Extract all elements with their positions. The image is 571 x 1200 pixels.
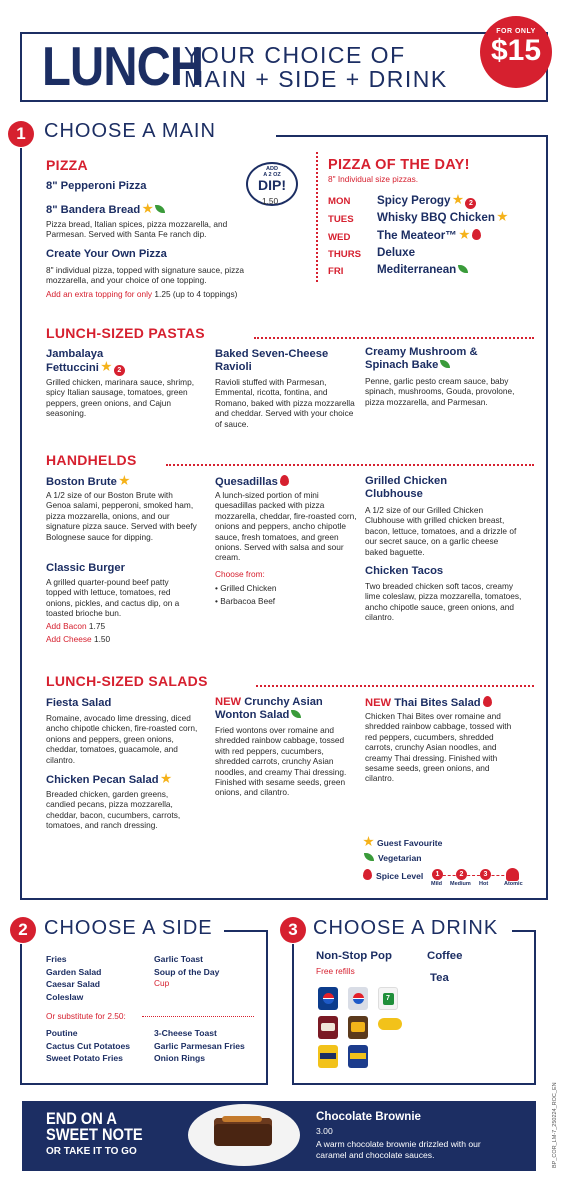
spice-level-2-icon: 2 <box>465 198 476 209</box>
dip-word: DIP! <box>258 177 286 193</box>
drink-pop: Non-Stop Pop <box>316 950 392 962</box>
side-soup: Soup of the Day <box>154 966 220 977</box>
day-tues: TUES <box>328 214 354 225</box>
handheld-clubhouse: Grilled Chicken Clubhouse <box>365 475 448 500</box>
spice-scale <box>432 869 524 891</box>
side-soup-cup: Cup <box>154 978 170 988</box>
salad-pecan: Chicken Pecan Salad <box>46 773 172 787</box>
brisk-lemon-can-icon <box>348 1045 368 1068</box>
side-cheese-toast: 3-Cheese Toast <box>154 1028 217 1038</box>
salads-divider <box>256 685 534 687</box>
price-badge-value: $15 <box>490 34 542 67</box>
pizza-item-bandera-desc: Pizza bread, Italian spices, pizza mozzarella, and Parmesan. Served with Santa Fe ranch dip. <box>46 219 228 240</box>
handheld-burger: Classic Burger <box>46 562 125 574</box>
pepsi-can-icon <box>318 987 338 1010</box>
handheld-choose-from: Choose from: <box>215 569 265 579</box>
spice-level-3-icon: 3 <box>480 869 491 880</box>
pasta-jambalaya: Jambalaya Fettuccini 2 <box>46 348 125 376</box>
option-barbacoa-beef: • Barbacoa Beef <box>215 595 276 608</box>
drink-number: 3 <box>280 917 306 943</box>
day-thurs-pizza: Deluxe <box>377 246 416 259</box>
handhelds-divider <box>166 464 534 466</box>
pizza-divider <box>316 152 318 282</box>
handheld-tacos-desc: Two breaded chicken soft tacos, creamy lime coleslaw, pizza mozzarella, tomatoes, ancho chipotle sauce, green onions, and cilantro. <box>365 581 522 623</box>
spice-level-1-icon: 1 <box>432 869 443 880</box>
side-col1 <box>46 953 101 1003</box>
side-garlic-parmesan-fries: Garlic Parmesan Fries <box>154 1040 245 1051</box>
dr-pepper-can-icon <box>318 1016 338 1039</box>
header-subtitle-1: YOUR CHOICE OF <box>184 42 406 68</box>
handheld-burger-desc: A grilled quarter-pound beef patty topped with lettuce, tomatoes, red onions, pickles, and cactus dip, on a toasted brioche bun. <box>46 577 180 619</box>
drink-coffee: Coffee <box>427 950 463 962</box>
price-badge <box>480 16 552 88</box>
guest-favourite-icon <box>119 475 130 486</box>
dessert-line-2: SWEET NOTE <box>46 1125 143 1144</box>
schweppes-icon <box>378 1018 402 1030</box>
day-mon-pizza: Spicy Perogy 2 <box>377 194 476 209</box>
dip-add: ADD <box>266 166 278 172</box>
side-col2 <box>154 953 219 989</box>
pizza-of-day-subtitle: 8" Individual size pizzas. <box>328 174 419 184</box>
vegetarian-icon <box>291 710 301 718</box>
guest-favourite-icon <box>101 361 112 372</box>
side-coleslaw: Coleslaw <box>46 991 84 1002</box>
legend-guest: Guest Favourite <box>363 836 442 848</box>
pasta-ravioli-desc: Ravioli stuffed with Parmesan, Emmental, ricotta, fontina, and Romano, baked with pizza mozzarella and cheddar. Served with your choice of sauce. <box>215 377 355 429</box>
spice-level-2-icon: 2 <box>114 365 125 376</box>
salad-wonton-desc: Fried wontons over romaine and shredded rainbow cabbage, tossed with red peppers, cucumbers, shredded carrots, crunchy Asian noodles, and creamy Thai dressing. Finished with sesame seeds, green onions, and cilantro. <box>215 725 347 798</box>
side-sweet-potato-fries: Sweet Potato Fries <box>46 1053 123 1063</box>
day-fri: FRI <box>328 266 344 277</box>
vegetarian-icon <box>458 265 468 273</box>
pasta-mushroom-desc: Penne, garlic pesto cream sauce, baby spinach, mushrooms, Gouda, provolone, pizza mozzarella, and Parmesan. <box>365 376 515 407</box>
legend-veg: Vegetarian <box>363 853 421 863</box>
pizza-item-create: Create Your Own Pizza <box>46 248 167 260</box>
pasta-ravioli: Baked Seven-Cheese Ravioli <box>215 348 329 373</box>
side-caesar-salad: Caesar Salad <box>46 979 100 989</box>
spice-medium: Medium <box>450 881 471 887</box>
dessert-desc: A warm chocolate brownie drizzled with our caramel and chocolate sauces. <box>316 1139 481 1160</box>
side-onion-rings: Onion Rings <box>154 1053 206 1063</box>
guest-favourite-icon <box>452 194 463 205</box>
spice-level-1-icon <box>472 229 481 240</box>
handheld-clubhouse-desc: A 1/2 size of our Grilled Chicken Clubhouse with grilled chicken breast, bacon, lettuce, tomatoes, and a drizzle of our secret sauce, on a garlic cheese baked baguette. <box>365 505 517 557</box>
side-substitute-divider <box>142 1016 254 1017</box>
handheld-quesadillas-desc: A lunch-sized portion of mini quesadillas packed with pizza mozzarella, cheddar, fire-roasted corn, onions and peppers, ancho chipotle sauce, fresh tomatoes, and green onions. Served with salsa and sour cream. <box>215 490 357 563</box>
legend-spice: Spice Level <box>363 869 423 881</box>
day-tues-pizza: Whisky BBQ Chicken <box>377 211 508 224</box>
handheld-options <box>215 582 276 608</box>
price-badge-top: FOR ONLY <box>496 28 536 35</box>
pizza-extra-topping: Add an extra topping for only 1.25 (up to 4 toppings) <box>46 289 238 299</box>
day-thurs: THURS <box>328 249 362 260</box>
spice-atomic: Atomic <box>504 881 523 887</box>
handheld-tacos: Chicken Tacos <box>365 565 444 577</box>
guest-favourite-icon <box>459 229 470 240</box>
vegetarian-icon <box>440 360 450 368</box>
pasta-mushroom: Creamy Mushroom & Spinach Bake <box>365 346 478 371</box>
handheld-add-bacon: Add Bacon 1.75 <box>46 621 106 631</box>
drink-refills: Free refills <box>316 966 355 976</box>
pizza-of-day-title: PIZZA OF THE DAY! <box>328 157 470 173</box>
day-mon: MON <box>328 196 351 207</box>
7up-can-icon: 7 <box>378 987 398 1010</box>
brisk-can-icon <box>318 1045 338 1068</box>
dip-size: A 2 OZ <box>263 172 281 178</box>
guest-favourite-icon <box>161 773 172 784</box>
side-garlic-toast: Garlic Toast <box>154 954 204 964</box>
header-subtitle-2: MAIN + SIDE + DRINK <box>184 66 448 92</box>
dessert-name: Chocolate Brownie <box>316 1110 422 1123</box>
dessert-line-3: OR TAKE IT TO GO <box>46 1146 137 1157</box>
side-sub-col1 <box>46 1027 130 1065</box>
side-sub-col2 <box>154 1027 245 1065</box>
side-fries: Fries <box>46 954 67 964</box>
spice-level-1-icon <box>280 475 289 486</box>
dip-price: 1.50 <box>262 196 279 206</box>
diet-pepsi-can-icon <box>348 987 368 1010</box>
spice-icon <box>363 869 372 880</box>
side-garden-salad: Garden Salad <box>46 966 102 977</box>
brownie-plate-icon <box>188 1104 300 1166</box>
dessert-price: 3.00 <box>316 1126 333 1136</box>
salads-title: LUNCH-SIZED SALADS <box>46 673 208 689</box>
main-title: CHOOSE A MAIN <box>44 120 216 142</box>
spice-level-1-icon <box>483 696 492 707</box>
day-wed: WED <box>328 232 351 243</box>
handheld-boston-desc: A 1/2 size of our Boston Brute with Genoa salami, pepperoni, smoked ham, pizza mozzarella, onions, and our signature pizza sauce. Served with beefy Bolognese sauce for dipping. <box>46 490 197 542</box>
option-grilled-chicken: • Grilled Chicken <box>215 582 276 595</box>
handheld-boston: Boston Brute <box>46 475 130 489</box>
dessert-line-1: END ON A <box>46 1109 117 1128</box>
spice-level-2-icon: 2 <box>456 869 467 880</box>
pizza-item-bandera: 8" Bandera Bread <box>46 203 165 217</box>
pasta-jambalaya-desc: Grilled chicken, marinara sauce, shrimp, spicy Italian sausage, tomatoes, green peppers, green onions, and Cajun seasoning. <box>46 377 195 419</box>
pastas-title: LUNCH-SIZED PASTAS <box>46 325 205 341</box>
lunch-title: LUNCH <box>42 35 204 97</box>
pastas-divider <box>254 337 534 339</box>
spice-scale-line <box>438 875 514 876</box>
vegetarian-icon <box>364 853 374 861</box>
pizza-item-create-desc: 8" individual pizza, topped with signature sauce, pizza mozzarella, and your choice of one topping. <box>46 265 245 286</box>
drink-tea: Tea <box>430 972 449 984</box>
salad-thai-desc: Chicken Thai Bites over romaine and shredded rainbow cabbage, tossed with red peppers, cucumbers, shredded carrots, crunchy Asian noodles, and creamy Thai dressing. Finished with sesame seeds, green onions, and cilantro. <box>365 711 512 784</box>
vegetarian-icon <box>155 205 165 213</box>
side-number: 2 <box>10 917 36 943</box>
handheld-quesadillas: Quesadillas <box>215 475 289 489</box>
mug-root-beer-can-icon <box>348 1016 368 1039</box>
salad-thai: NEW Thai Bites Salad <box>365 696 492 710</box>
guest-favourite-icon <box>363 836 374 847</box>
salad-wonton: NEW Crunchy Asian Wonton Salad <box>215 696 323 721</box>
day-wed-pizza: The Meateor™ <box>377 229 481 242</box>
side-title: CHOOSE A SIDE <box>44 917 213 939</box>
side-poutine: Poutine <box>46 1028 78 1038</box>
guest-favourite-icon <box>497 211 508 222</box>
side-cactus-potatoes: Cactus Cut Potatoes <box>46 1040 131 1051</box>
salad-pecan-desc: Breaded chicken, garden greens, candied pecans, pizza mozzarella, cheddar, bacon, cucumbers, carrots, tomatoes, and ranch dressing. <box>46 789 181 831</box>
spice-hot: Hot <box>479 881 489 887</box>
salad-fiesta-desc: Romaine, avocado lime dressing, diced ancho chipotle chicken, fire-roasted corn, onions and peppers, green onions, cheddar, tomatoes, guacamole, and cilantro. <box>46 713 198 765</box>
drink-title: CHOOSE A DRINK <box>313 917 499 939</box>
footer-code: BP_COR_LM-7_250224_ROC_EN <box>552 1082 558 1168</box>
day-fri-pizza: Mediterranean <box>377 263 468 276</box>
guest-favourite-icon <box>142 203 153 214</box>
side-substitute: Or substitute for 2.50: <box>46 1011 126 1021</box>
handheld-add-cheese: Add Cheese 1.50 <box>46 634 111 644</box>
salad-fiesta: Fiesta Salad <box>46 697 112 709</box>
atomic-icon <box>506 868 519 881</box>
spice-mild: Mild <box>431 881 442 887</box>
pizza-title: PIZZA <box>46 157 88 173</box>
pizza-item-pepperoni: 8" Pepperoni Pizza <box>46 180 147 192</box>
handhelds-title: HANDHELDS <box>46 452 137 468</box>
main-number: 1 <box>8 121 34 147</box>
